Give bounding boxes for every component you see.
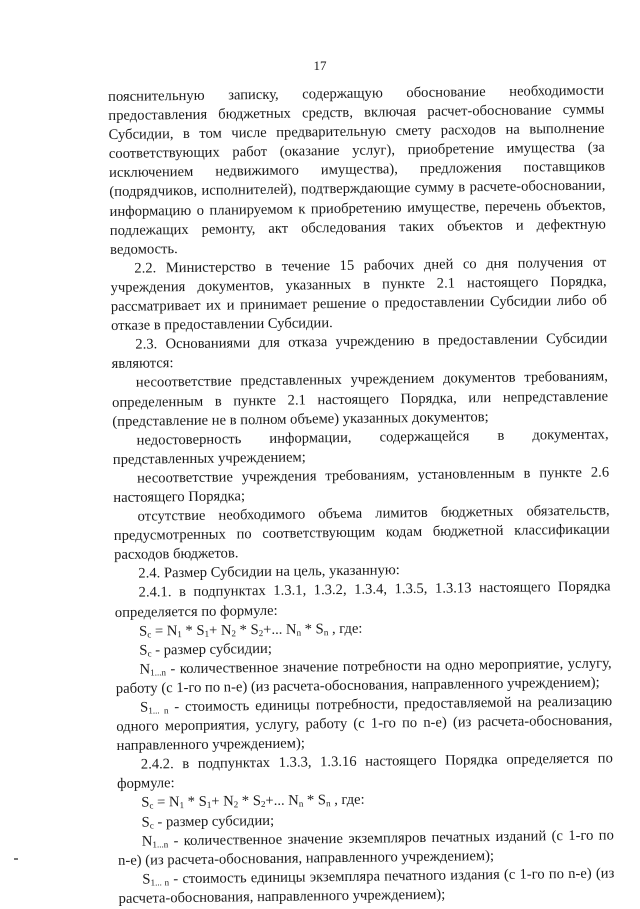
paragraph-2-4-2: 2.4.2. в подпунктах 1.3.3, 1.3.16 настоящего Порядка определяется по формуле: — [117, 750, 613, 793]
paragraph-explanatory-note: пояснительную записку, содержащую обоснование необходимости предоставления бюджетных средств, включая расчет-обоснование суммы Субсидии, в том числе предварительную смету расходов на выполнение соответствующих работ (оказание услуг), приобретение имущества (за исключением недвижимого имущества), предложения поставщиков (подрядчиков, исполнителей), подтверждающие сумму в расчете-обосновании, информацию о планируемом к приобретению имуществе, перечень объектов, подлежащих ремонту, акт обследования таких объектов и дефектную ведомость. — [108, 82, 606, 258]
paragraph-2-4: 2.4. Размер Субсидии на цель, указанную: — [138, 562, 400, 582]
page-number: 17 — [313, 58, 327, 73]
formula-1: $S_с = N_1 * S_1+ N_2 * S_2+$... $N_n * S_n$ , где: — [139, 620, 363, 640]
definition-n-2: $N_{1...n}$ - количественное значение экземпляров печатных изданий (с 1-го по n-е) (из расчета-обоснования, направленного учреждением); — [118, 827, 614, 869]
definition-s-2: $S_{1... n}$ - стоимость единицы экземпляра печатного издания (с 1-го по n-е) (из расчета-обоснования, направленного учреждением); — [118, 865, 615, 907]
refusal-reason-3: несоответствие учреждения требованиям, установленным в пункте 2.6 настоящего Порядка; — [113, 464, 610, 506]
definition-sc-1: $S_с$ - размер субсидии; — [139, 640, 272, 659]
definition-sc-2: $S_с$ - размер субсидии; — [141, 812, 275, 831]
definition-n-1: $N_{1...n}$ - количественное значение потребности на одно мероприятие, услугу, работу (с 1-го по n-е) (из расчета-обоснования, направленного учреждением); — [115, 655, 612, 697]
refusal-reason-1: несоответствие представленных учреждением документов требованиям, определенным в пункте 2.1 настоящего Порядка, или непредставление (представление не в полном объеме) указанных документов; — [112, 368, 609, 430]
paragraph-2-2: 2.2. Министерство в течение 15 рабочих дней со дня получения от учреждения документов, указанных в пункте 2.1 настоящего Порядка, рассматривает их и принимает решение о предоставлении Субсидии либо об отказе в предоставлении Субсидии. — [110, 254, 607, 335]
paragraph-2-4-1: 2.4.1. в подпунктах 1.3.1, 1.3.2, 1.3.4, 1.3.5, 1.3.13 настоящего Порядка определяется по формуле: — [114, 578, 611, 621]
paragraph-2-3: 2.3. Основаниями для отказа учреждению в предоставлении Субсидии являются: — [111, 330, 608, 373]
refusal-reason-2: недостоверность информации, содержащейся в документах, представленных учреждением; — [112, 426, 609, 468]
scan-mark — [14, 858, 18, 860]
formula-2: $S_с = N_1 * S_1+ N_2 * S_2+$... $N_n * S_n$ , где: — [141, 792, 365, 812]
refusal-reason-4: отсутствие необходимого объема лимитов бюджетных обязательств, предусмотренных по соответствующим кодам бюджетной классификации расходов бюджетов. — [113, 502, 610, 564]
definition-s-1: $S_{1... n}$ - стоимость единицы потребности, предоставляемой на реализацию одного мероприятия, услугу, работу (с 1-го по n-е) (из расчета-обоснования, направленного учреждением); — [116, 693, 613, 755]
document-body — [108, 82, 615, 909]
